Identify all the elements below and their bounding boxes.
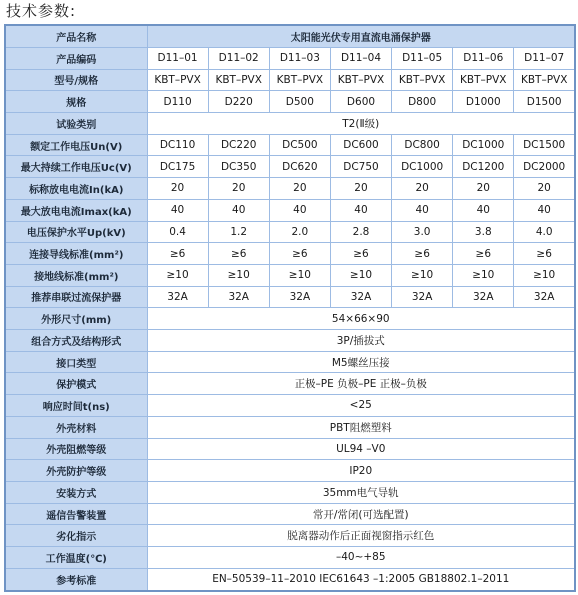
merged-value-cell: 常开/常闭(可选配置) bbox=[147, 503, 575, 525]
row-label-cell: 安装方式 bbox=[5, 481, 147, 503]
row-label-cell: 标称放电电流In(kA) bbox=[5, 178, 147, 200]
row-label-cell: 电压保护水平Up(kV) bbox=[5, 221, 147, 243]
value-cell: D11–03 bbox=[269, 47, 330, 69]
value-cell: 32A bbox=[330, 286, 391, 308]
row-label-cell: 参考标准 bbox=[5, 568, 147, 591]
table-row bbox=[5, 69, 575, 91]
row-label-cell: 试验类别 bbox=[5, 113, 147, 135]
merged-value-cell: IP20 bbox=[147, 460, 575, 482]
value-cell: DC600 bbox=[330, 134, 391, 156]
value-cell: D220 bbox=[208, 91, 269, 113]
header-label-cell: 产品名称 bbox=[5, 25, 147, 47]
row-label-cell: 遥信告警装置 bbox=[5, 503, 147, 525]
merged-value-cell: UL94 –V0 bbox=[147, 438, 575, 460]
table-row bbox=[5, 243, 575, 265]
row-label-cell: 型号/规格 bbox=[5, 69, 147, 91]
table-row bbox=[5, 416, 575, 438]
value-cell: DC800 bbox=[392, 134, 453, 156]
value-cell: ≥6 bbox=[453, 243, 514, 265]
row-label-cell: 保护模式 bbox=[5, 373, 147, 395]
merged-value-cell: 正极–PE 负极–PE 正极–负极 bbox=[147, 373, 575, 395]
value-cell: D11–07 bbox=[514, 47, 575, 69]
value-cell: ≥10 bbox=[514, 264, 575, 286]
value-cell: 20 bbox=[514, 178, 575, 200]
merged-value-cell: EN–50539–11–2010 IEC61643 –1:2005 GB18802.1–2011 bbox=[147, 568, 575, 591]
value-cell: 3.0 bbox=[392, 221, 453, 243]
value-cell: D11–02 bbox=[208, 47, 269, 69]
table-row bbox=[5, 178, 575, 200]
table-row bbox=[5, 199, 575, 221]
value-cell: KBT–PVX bbox=[514, 69, 575, 91]
row-label-cell: 接口类型 bbox=[5, 351, 147, 373]
row-label-cell: 最大持续工作电压Uc(V) bbox=[5, 156, 147, 178]
value-cell: D11–01 bbox=[147, 47, 208, 69]
table-row bbox=[5, 221, 575, 243]
table-row bbox=[5, 395, 575, 417]
row-label-cell: 外壳材料 bbox=[5, 416, 147, 438]
value-cell: 20 bbox=[453, 178, 514, 200]
value-cell: KBT–PVX bbox=[392, 69, 453, 91]
table-row bbox=[5, 134, 575, 156]
value-cell: 32A bbox=[208, 286, 269, 308]
table-row bbox=[5, 330, 575, 352]
value-cell: D11–06 bbox=[453, 47, 514, 69]
row-label-cell: 响应时间t(ns) bbox=[5, 395, 147, 417]
value-cell: D11–04 bbox=[330, 47, 391, 69]
value-cell: ≥10 bbox=[330, 264, 391, 286]
table-row bbox=[5, 547, 575, 569]
table-row bbox=[5, 503, 575, 525]
value-cell: 0.4 bbox=[147, 221, 208, 243]
value-cell: ≥10 bbox=[392, 264, 453, 286]
value-cell: D600 bbox=[330, 91, 391, 113]
table-row bbox=[5, 568, 575, 591]
table-row bbox=[5, 47, 575, 69]
value-cell: 20 bbox=[208, 178, 269, 200]
row-label-cell: 产品编码 bbox=[5, 47, 147, 69]
value-cell: DC500 bbox=[269, 134, 330, 156]
merged-value-cell: 54×66×90 bbox=[147, 308, 575, 330]
value-cell: KBT–PVX bbox=[330, 69, 391, 91]
value-cell: KBT–PVX bbox=[269, 69, 330, 91]
value-cell: 20 bbox=[330, 178, 391, 200]
row-label-cell: 连接导线标准(mm²) bbox=[5, 243, 147, 265]
value-cell: ≥10 bbox=[453, 264, 514, 286]
value-cell: D11–05 bbox=[392, 47, 453, 69]
value-cell: D1500 bbox=[514, 91, 575, 113]
value-cell: D500 bbox=[269, 91, 330, 113]
value-cell: DC620 bbox=[269, 156, 330, 178]
value-cell: ≥10 bbox=[269, 264, 330, 286]
section-heading: 技术参数: bbox=[6, 2, 77, 20]
value-cell: 40 bbox=[269, 199, 330, 221]
value-cell: ≥6 bbox=[392, 243, 453, 265]
value-cell: 40 bbox=[208, 199, 269, 221]
merged-value-cell: 脱离器动作后正面视窗指示红色 bbox=[147, 525, 575, 547]
value-cell: 40 bbox=[453, 199, 514, 221]
table-row bbox=[5, 438, 575, 460]
value-cell: DC220 bbox=[208, 134, 269, 156]
value-cell: D1000 bbox=[453, 91, 514, 113]
merged-value-cell: –40~+85 bbox=[147, 547, 575, 569]
value-cell: 2.8 bbox=[330, 221, 391, 243]
value-cell: DC350 bbox=[208, 156, 269, 178]
table-row bbox=[5, 286, 575, 308]
table-header-row bbox=[5, 25, 575, 47]
value-cell: 32A bbox=[269, 286, 330, 308]
table-row bbox=[5, 91, 575, 113]
table-row bbox=[5, 113, 575, 135]
row-label-cell: 规格 bbox=[5, 91, 147, 113]
value-cell: DC1000 bbox=[392, 156, 453, 178]
value-cell: 1.2 bbox=[208, 221, 269, 243]
value-cell: ≥6 bbox=[147, 243, 208, 265]
value-cell: 40 bbox=[147, 199, 208, 221]
row-label-cell: 外壳防护等级 bbox=[5, 460, 147, 482]
value-cell: DC2000 bbox=[514, 156, 575, 178]
value-cell: ≥10 bbox=[147, 264, 208, 286]
value-cell: 40 bbox=[392, 199, 453, 221]
value-cell: 20 bbox=[147, 178, 208, 200]
header-title-cell: 太阳能光伏专用直流电涌保护器 bbox=[147, 25, 575, 47]
spec-table bbox=[4, 24, 576, 592]
row-label-cell: 外壳阻燃等级 bbox=[5, 438, 147, 460]
value-cell: 32A bbox=[147, 286, 208, 308]
value-cell: ≥6 bbox=[208, 243, 269, 265]
table-row bbox=[5, 373, 575, 395]
merged-value-cell: M5螺丝压接 bbox=[147, 351, 575, 373]
value-cell: 20 bbox=[392, 178, 453, 200]
value-cell: ≥10 bbox=[208, 264, 269, 286]
value-cell: 3.8 bbox=[453, 221, 514, 243]
value-cell: 40 bbox=[330, 199, 391, 221]
value-cell: 20 bbox=[269, 178, 330, 200]
spec-table-body bbox=[5, 25, 575, 591]
row-label-cell: 额定工作电压Un(V) bbox=[5, 134, 147, 156]
value-cell: DC1000 bbox=[453, 134, 514, 156]
table-row bbox=[5, 481, 575, 503]
merged-value-cell: <25 bbox=[147, 395, 575, 417]
value-cell: KBT–PVX bbox=[147, 69, 208, 91]
row-label-cell: 外形尺寸(mm) bbox=[5, 308, 147, 330]
value-cell: DC750 bbox=[330, 156, 391, 178]
table-row bbox=[5, 264, 575, 286]
row-label-cell: 劣化指示 bbox=[5, 525, 147, 547]
merged-value-cell: 35mm电气导轨 bbox=[147, 481, 575, 503]
value-cell: DC110 bbox=[147, 134, 208, 156]
merged-value-cell: T2(Ⅱ级) bbox=[147, 113, 575, 135]
table-row bbox=[5, 525, 575, 547]
table-row bbox=[5, 351, 575, 373]
value-cell: 2.0 bbox=[269, 221, 330, 243]
value-cell: 40 bbox=[514, 199, 575, 221]
value-cell: ≥6 bbox=[330, 243, 391, 265]
table-row bbox=[5, 460, 575, 482]
row-label-cell: 接地线标准(mm²) bbox=[5, 264, 147, 286]
value-cell: D800 bbox=[392, 91, 453, 113]
row-label-cell: 工作温度(℃) bbox=[5, 547, 147, 569]
value-cell: KBT–PVX bbox=[453, 69, 514, 91]
value-cell: 4.0 bbox=[514, 221, 575, 243]
value-cell: DC1200 bbox=[453, 156, 514, 178]
merged-value-cell: 3P/插拔式 bbox=[147, 330, 575, 352]
value-cell: 32A bbox=[453, 286, 514, 308]
row-label-cell: 组合方式及结构形式 bbox=[5, 330, 147, 352]
table-row bbox=[5, 156, 575, 178]
value-cell: 32A bbox=[392, 286, 453, 308]
merged-value-cell: PBT阻燃塑料 bbox=[147, 416, 575, 438]
row-label-cell: 最大放电电流Imax(kA) bbox=[5, 199, 147, 221]
value-cell: ≥6 bbox=[514, 243, 575, 265]
value-cell: 32A bbox=[514, 286, 575, 308]
value-cell: D110 bbox=[147, 91, 208, 113]
table-row bbox=[5, 308, 575, 330]
row-label-cell: 推荐串联过流保护器 bbox=[5, 286, 147, 308]
value-cell: ≥6 bbox=[269, 243, 330, 265]
value-cell: KBT–PVX bbox=[208, 69, 269, 91]
value-cell: DC175 bbox=[147, 156, 208, 178]
value-cell: DC1500 bbox=[514, 134, 575, 156]
